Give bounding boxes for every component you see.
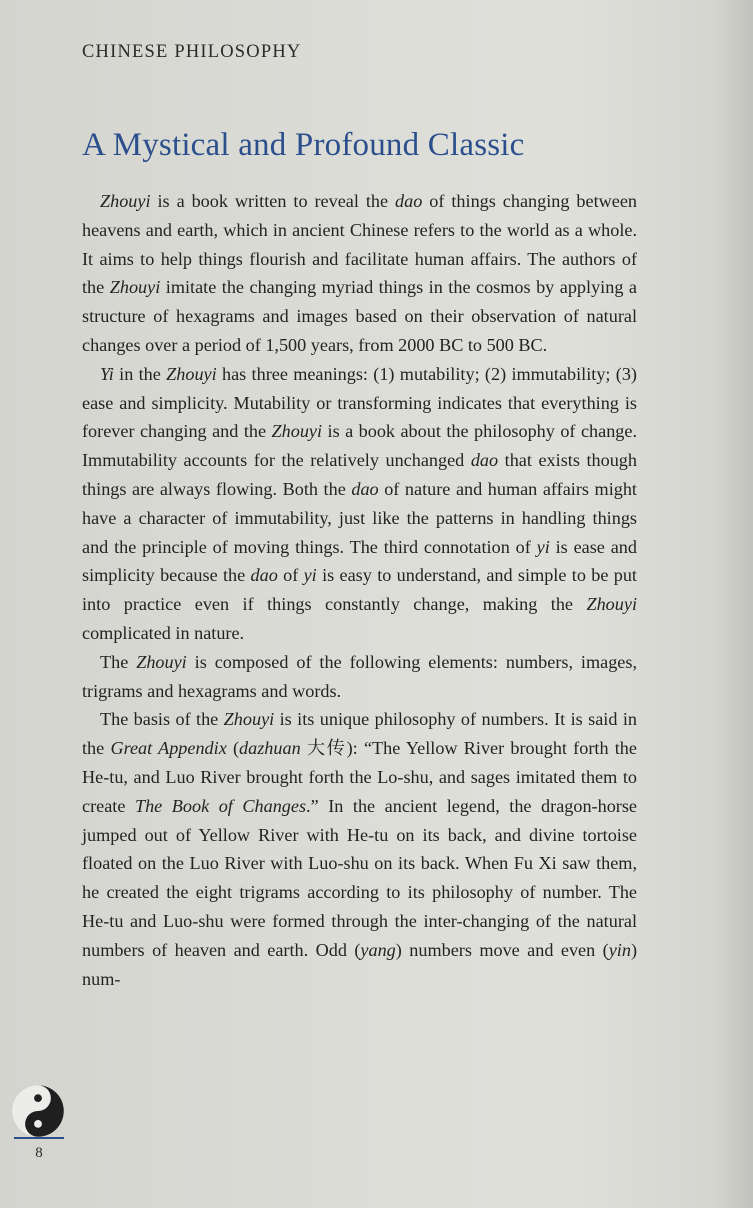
italic-term: yi	[536, 536, 550, 557]
body-text	[82, 187, 637, 993]
italic-term: Yi	[100, 363, 114, 384]
yin-yang-icon	[10, 1083, 66, 1139]
italic-term: dao	[250, 565, 278, 586]
italic-term: Zhouyi	[166, 363, 217, 384]
text-run: is ease and simplicity because the	[82, 536, 637, 586]
text-run: of things changing between heavens and earth, which in ancient Chinese refers to the world as a whole. It aims to help things flourish and facilitate human affairs. The authors of the	[82, 191, 637, 298]
text-run: ) num-	[82, 939, 637, 989]
italic-term: yang	[360, 939, 396, 960]
italic-term: Zhouyi	[271, 421, 323, 442]
text-run: is a book written to reveal the	[150, 191, 396, 211]
running-head: CHINESE PHILOSOPHY	[82, 42, 302, 62]
page-number: 8	[35, 1145, 43, 1161]
italic-term: Zhouyi	[109, 277, 161, 298]
italic-term: Zhouyi	[136, 651, 187, 672]
section-title: A Mystical and Profound Classic	[82, 127, 525, 163]
text-run: of nature and human affairs might have a character of immutability, just like the patterns in handling things and the principle of moving things. The third connotation of	[82, 478, 637, 557]
italic-term: yi	[303, 565, 317, 586]
italic-term: The Book of Changes	[134, 795, 307, 816]
text-run: (	[226, 738, 240, 759]
text-run: complicated in nature.	[82, 622, 245, 643]
text-run: imitate the changing myriad things in the cosmos by applying a structure of hexagrams and images based on their observation of natural changes over a period of 1,500 years, from 2000 BC to 500 BC.	[82, 277, 637, 355]
italic-term: dazhuan	[239, 738, 301, 759]
text-run: is a book about the philosophy of change. Immutability accounts for the relatively unchanged	[82, 421, 637, 471]
text-run: is composed of the following elements: numbers, images, trigrams and hexagrams and words.	[82, 651, 637, 701]
italic-term: Zhouyi	[100, 191, 151, 211]
italic-term: yin	[608, 939, 631, 960]
paragraph	[82, 705, 637, 993]
italic-term: Zhouyi	[586, 594, 637, 615]
paragraph	[82, 648, 637, 706]
text-run: The basis of the	[100, 709, 224, 730]
italic-term: Zhouyi	[223, 709, 275, 730]
text-run: is easy to understand, and simple to be put into practice even if things constantly change, making the	[82, 565, 637, 615]
folio-rule	[14, 1137, 64, 1139]
italic-term: dao	[395, 191, 423, 211]
text-run: .” In the ancient legend, the dragon-horse jumped out of Yellow River with He-tu on its back, and divine tortoise floated on the Luo River with Luo-shu on its back. When Fu Xi saw them, he created the eight trigrams according to its philosophy of number. The He-tu and Luo-shu were formed through the inter-changing of the natural numbers of heaven and earth. Odd (	[82, 795, 638, 960]
paragraph	[82, 187, 637, 360]
italic-term: Great Appendix	[110, 738, 227, 759]
paragraph	[82, 360, 637, 648]
italic-term: dao	[351, 478, 379, 499]
text-run: in the	[113, 363, 167, 384]
text-run: 大传): “The Yellow River brought forth the He-tu, and Luo River brought forth the Lo-shu, and sages imitated them to create	[82, 738, 637, 816]
text-run: of	[277, 565, 304, 586]
italic-term: dao	[470, 450, 499, 471]
text-run: that exists though things are always flowing. Both the	[82, 450, 637, 499]
text-run: The	[100, 651, 137, 672]
text-run: has three meanings: (1) mutability; (2) immutability; (3) ease and simplicity. Mutability or transforming indicates that everything is forever changing and the	[82, 363, 637, 442]
text-run: is its unique philosophy of numbers. It is said in the	[82, 709, 637, 759]
text-run: ) numbers move and even (	[395, 939, 609, 960]
